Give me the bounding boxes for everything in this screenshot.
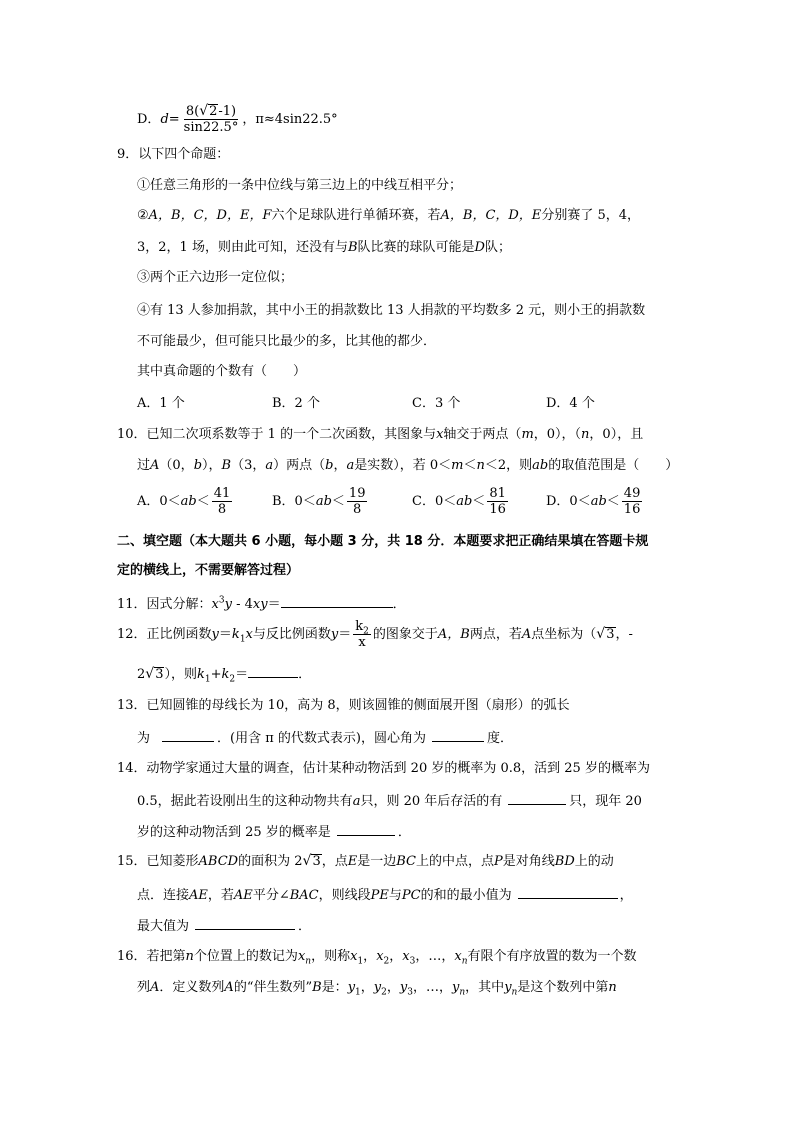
q13-arc-blank[interactable]: [162, 727, 214, 742]
q10-line2: 过A（0，b），B（3，a）两点（b，a是实数），若 0＜m＜n＜2，则ab的取值范围是（ ）: [137, 458, 679, 473]
q14-survivors-blank[interactable]: [508, 790, 566, 805]
q16-line1: 16．若把第n个位置上的数记为$x_n$，则称$x_1$，$x_2$，$x_3$，…，$x_n$有限个有序放置的数为一个数: [117, 949, 637, 967]
q11-answer-blank[interactable]: [281, 593, 393, 608]
q10-option-a[interactable]: A．0＜ab＜ $\frac{41}{8}$: [137, 486, 231, 517]
q8-fraction: 8( √ 2 -1) sin22.5°: [183, 103, 239, 135]
q9-ask: 其中真命题的个数有（ ）: [137, 364, 307, 379]
q13-angle-blank[interactable]: [432, 727, 484, 742]
q9-option-c[interactable]: C．3 个: [412, 396, 461, 411]
q10-option-c[interactable]: C．0＜ab＜ $\frac{81}{16}$: [412, 486, 506, 517]
q15-line2: 点．连接AE，若AE平分∠BAC，则线段PE与PC的和的最小值为 ，: [137, 884, 633, 906]
q12-line1: 12．正比例函数$y=k_1x$与反比例函数y＝ $\frac{k_2}{x}$ 的图象交于A，B两点，若A点坐标为（ √ 3 ，-: [117, 619, 633, 650]
q10-option-d[interactable]: D．0＜ab＜ $\frac{49}{16}$: [546, 486, 641, 517]
q14-line2: 0.5，据此若设刚出生的这种动物共有a只，则 20 年后存活的有 只，现年 20: [137, 790, 642, 812]
q16-line2: 列A．定义数列A的“伴生数列”B是：$y_1$，$y_2$，$y_3$，…，$y_n$，其中$y_n$是这个数列中第n: [137, 980, 617, 998]
q9-proposition-4-line2: 不可能最少，但可能只比最少的多，比其他的都少．: [137, 334, 437, 349]
q9-stem: 9．以下四个命题：: [117, 147, 230, 162]
section-2-heading-line2: 定的横线上，不需要解答过程）: [117, 563, 300, 578]
q9-proposition-4-line1: ④有 13 人参加捐款，其中小王的捐款数比 13 人捐款的平均数多 2 元，则小王的捐款数: [137, 303, 646, 318]
q15-max-blank[interactable]: [195, 915, 295, 930]
q9-proposition-2-line2: 3，2，1 场，则由此可知，还没有与B队比赛的球队可能是D队；: [137, 240, 511, 255]
q8-option-d: D．d= 8( √ 2 -1) sin22.5° ，π≈4sin22.5°: [137, 103, 338, 135]
q9-proposition-1: ①任意三角形的一条中位线与第三边上的中线互相平分；: [137, 178, 463, 193]
q14-probability-blank[interactable]: [337, 821, 395, 836]
q13-line2: 为 ．(用含 π 的代数式表示)，圆心角为 度．: [137, 727, 513, 749]
q14-line3: 岁的这种动物活到 25 岁的概率是 ．: [137, 821, 411, 843]
q15-line3: 最大值为 ．: [137, 915, 311, 937]
q13-line1: 13．已知圆锥的母线长为 10，高为 8，则该圆锥的侧面展开图（扇形）的弧长: [117, 698, 570, 713]
q15-min-blank[interactable]: [518, 884, 618, 899]
q9-option-d[interactable]: D．4 个: [546, 396, 595, 411]
q12-answer-blank[interactable]: [248, 663, 298, 678]
q10-line1: 10．已知二次项系数等于 1 的一个二次函数，其图象与x轴交于两点（m，0），（n，0），且: [117, 427, 644, 442]
q15-line1: 15．已知菱形ABCD的面积为 2 √ 3 ，点E是一边BC上的中点，点P是对角线BD上的动: [117, 853, 614, 869]
q10-option-b[interactable]: B．0＜ab＜ $\frac{19}{8}$: [272, 486, 366, 517]
q9-proposition-3: ③两个正六边形一定位似；: [137, 270, 294, 285]
q9-proposition-2-line1: ②A，B，C，D，E，F六个足球队进行单循环赛，若A，B，C，D，E分别赛了 5，4，: [137, 208, 640, 223]
section-2-heading-line1: 二、填空题（本大题共 6 小题，每小题 3 分，共 18 分．本题要求把正确结果填在答题卡规: [117, 534, 649, 549]
q12-line2: 2 √ 3 ），则$k_1+k_2=$ ．: [137, 663, 311, 685]
q11: 11．因式分解：$x^3y - 4xy=$ ．: [117, 593, 406, 615]
q12-fraction: $\frac{k_2}{x}$: [355, 619, 369, 650]
q9-option-a[interactable]: A．1 个: [137, 396, 185, 411]
q14-line1: 14．动物学家通过大量的调查，估计某种动物活到 20 岁的概率为 0.8，活到 25 岁的概率为: [117, 761, 650, 776]
q9-option-b[interactable]: B．2 个: [272, 396, 320, 411]
